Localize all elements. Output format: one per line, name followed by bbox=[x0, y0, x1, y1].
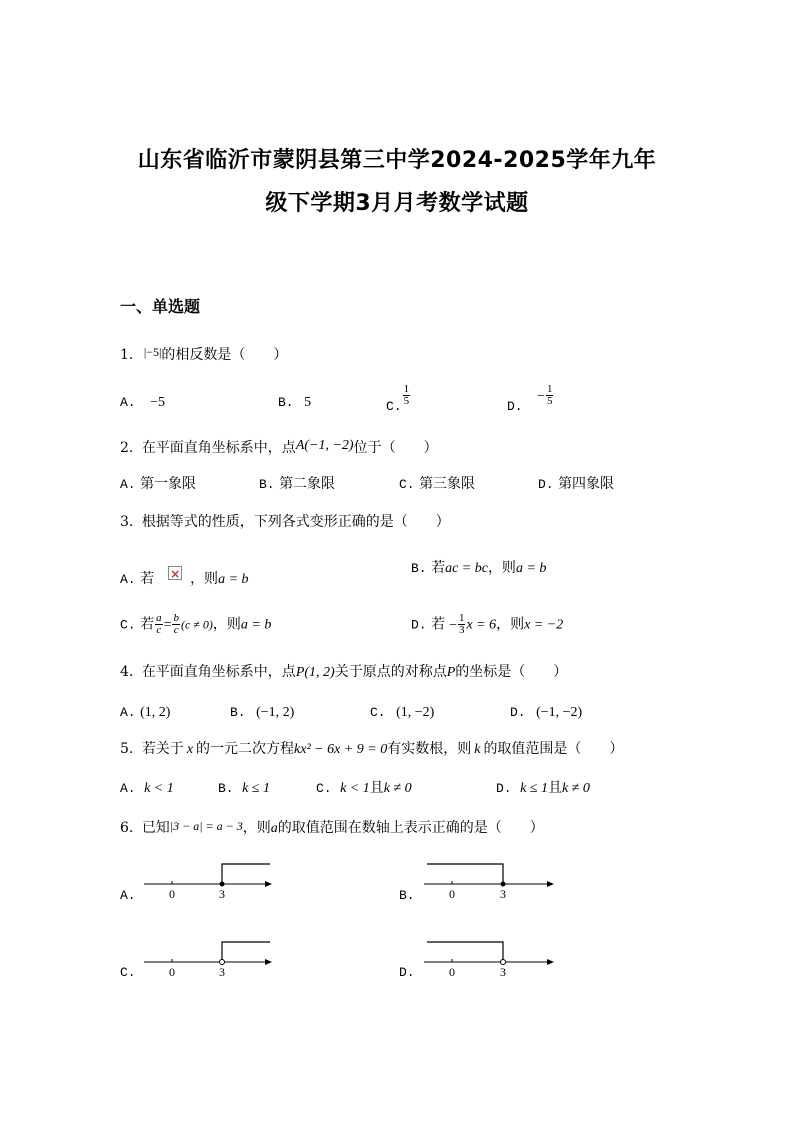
option-d-fraction bbox=[546, 384, 554, 407]
point-p: P(1, 2) bbox=[295, 665, 335, 680]
option-c-label: C. bbox=[370, 705, 386, 720]
question-5 bbox=[120, 739, 623, 760]
question-text-mid: ，则 bbox=[242, 820, 271, 836]
solution-bracket bbox=[222, 864, 270, 884]
page-title-line-1: 山东省临沂市蒙阴县第三中学2024-2025学年九年 bbox=[137, 148, 657, 173]
question-text: 的相反数是（ ） bbox=[161, 347, 288, 363]
option-a-label: A. bbox=[120, 477, 136, 492]
option-d-if: 若 bbox=[431, 616, 446, 633]
question-text-before: 在平面直角坐标系中，点 bbox=[141, 664, 296, 680]
tick-label-3: 3 bbox=[500, 965, 506, 976]
open-endpoint bbox=[220, 960, 225, 965]
minus-sign: − bbox=[537, 388, 545, 404]
option-d-equation: x = 6 bbox=[466, 617, 497, 633]
axis-arrow bbox=[265, 881, 272, 887]
option-a-result: a = b bbox=[218, 572, 249, 587]
option-c-value: (1, −2) bbox=[396, 705, 435, 720]
quadratic-equation: kx² − 6x + 9 = 0 bbox=[294, 742, 388, 757]
question-text-after: 位于（ ） bbox=[353, 440, 438, 456]
option-b-label: B. bbox=[230, 705, 246, 720]
option-d-label: D. bbox=[510, 705, 526, 720]
question-number: 5. bbox=[120, 741, 134, 757]
option-c-label: C. bbox=[386, 398, 402, 414]
question-text: 根据等式的性质，下列各式变形正确的是（ ） bbox=[141, 514, 450, 530]
question-number: 2. bbox=[120, 440, 134, 456]
number-line-b bbox=[422, 858, 562, 898]
option-d-value: k ≤ 1 bbox=[520, 781, 548, 796]
option-b-value: k ≤ 1 bbox=[242, 781, 270, 796]
option-b-value: 第二象限 bbox=[279, 476, 336, 492]
option-a-then: ，则 bbox=[190, 571, 219, 587]
question-number: 6. bbox=[120, 820, 134, 836]
option-c-label: C. bbox=[399, 477, 415, 492]
fraction-b-over-c bbox=[172, 613, 180, 636]
minus-sign: − bbox=[449, 617, 457, 633]
question-3 bbox=[120, 512, 450, 532]
number-line-c bbox=[142, 936, 282, 976]
denominator: c bbox=[173, 624, 179, 636]
option-c-value: 第三象限 bbox=[419, 476, 476, 492]
variable-x: x bbox=[186, 742, 194, 757]
question-text-before: 已知 bbox=[141, 820, 170, 836]
point-a: A(−1, −2) bbox=[295, 438, 354, 453]
question-1 bbox=[120, 342, 287, 365]
abs-expression: |−5| bbox=[143, 345, 162, 359]
question-text-mid: 关于原点的对称点 bbox=[334, 664, 447, 680]
option-d-label: D. bbox=[507, 398, 523, 414]
option-a-label: A. bbox=[120, 888, 136, 903]
question-number: 1. bbox=[120, 347, 134, 363]
tick-label-0: 0 bbox=[169, 965, 175, 976]
option-c-label: C. bbox=[120, 965, 136, 980]
option-a-label: A. bbox=[120, 572, 136, 587]
option-c-label: C. bbox=[120, 617, 136, 633]
question-text-mid: 的一元二次方程 bbox=[196, 741, 295, 757]
option-b-then: ，则 bbox=[487, 560, 516, 576]
option-d-label: D. bbox=[496, 781, 512, 796]
section-heading: 一、单选题 bbox=[120, 297, 201, 316]
option-d-value: (−1, −2) bbox=[536, 705, 583, 720]
option-d-then: ，则 bbox=[496, 616, 525, 633]
option-b-value: (−1, 2) bbox=[256, 705, 295, 720]
option-d-value: 第四象限 bbox=[558, 476, 615, 492]
option-b-result: a = b bbox=[515, 561, 547, 576]
option-b-label: B. bbox=[278, 395, 294, 410]
option-d-value-2: k ≠ 0 bbox=[561, 781, 590, 796]
closed-endpoint bbox=[220, 882, 225, 887]
numerator: 1 bbox=[403, 383, 410, 395]
option-b-condition: ac = bc bbox=[445, 561, 488, 576]
equals-sign: = bbox=[163, 617, 172, 633]
denominator: c bbox=[156, 624, 162, 636]
numerator: b bbox=[173, 612, 179, 624]
point-p-label: P bbox=[446, 665, 456, 680]
question-3-options-cd bbox=[120, 613, 720, 647]
numerator: 1 bbox=[546, 383, 553, 395]
option-c-result: a = b bbox=[240, 617, 272, 633]
option-d-label: D. bbox=[411, 617, 427, 633]
tick-label-3: 3 bbox=[219, 887, 225, 898]
tick-label-0: 0 bbox=[449, 887, 455, 898]
option-a-label: A. bbox=[120, 395, 136, 410]
fraction-one-third bbox=[458, 613, 466, 636]
axis-arrow bbox=[265, 959, 272, 965]
axis-arrow bbox=[547, 959, 554, 965]
question-text-mid2: 有实数根，则 bbox=[387, 741, 472, 757]
option-c-if: 若 bbox=[140, 616, 155, 633]
option-d-label: D. bbox=[538, 477, 554, 492]
variable-k: k bbox=[474, 742, 481, 757]
question-number: 3. bbox=[120, 514, 134, 530]
option-a-value: 第一象限 bbox=[140, 476, 197, 492]
closed-endpoint bbox=[501, 882, 506, 887]
numerator: a bbox=[156, 612, 162, 624]
option-a-value: (1, 2) bbox=[140, 705, 171, 720]
option-d-result: x = −2 bbox=[524, 617, 564, 633]
denominator: 3 bbox=[458, 624, 465, 636]
option-b-value: 5 bbox=[304, 395, 312, 410]
option-a-value: k < 1 bbox=[144, 781, 174, 796]
solution-bracket bbox=[222, 942, 270, 962]
question-text-after: 的坐标是（ ） bbox=[455, 664, 568, 680]
tick-label-0: 0 bbox=[449, 965, 455, 976]
option-c-fraction bbox=[403, 384, 411, 407]
option-a-value: −5 bbox=[150, 395, 165, 410]
open-endpoint bbox=[501, 960, 506, 965]
option-b-label: B. bbox=[411, 561, 427, 576]
question-number: 4. bbox=[120, 664, 134, 680]
question-text-before: 在平面直角坐标系中，点 bbox=[141, 440, 296, 456]
option-c-then: ，则 bbox=[212, 616, 241, 633]
solution-bracket bbox=[427, 864, 503, 884]
fraction-a-over-c bbox=[155, 613, 163, 636]
tick-label-3: 3 bbox=[219, 965, 225, 976]
question-text-before: 若关于 bbox=[141, 741, 184, 757]
variable-a: a bbox=[270, 821, 278, 836]
option-b-label: B. bbox=[259, 477, 275, 492]
option-c-condition: (c ≠ 0) bbox=[180, 617, 213, 632]
option-a-label: A. bbox=[120, 705, 136, 720]
question-3-options-ab bbox=[120, 558, 720, 588]
abs-equation: |3 − a| = a − 3 bbox=[169, 819, 243, 833]
tick-label-3: 3 bbox=[500, 887, 506, 898]
option-b-if: 若 bbox=[431, 560, 446, 576]
number-line-d bbox=[422, 936, 562, 976]
option-c-label: C. bbox=[316, 781, 332, 796]
option-c-value: k < 1 bbox=[340, 781, 370, 796]
denominator: 5 bbox=[546, 395, 553, 407]
option-c-value-2: k ≠ 0 bbox=[383, 781, 412, 796]
option-a-if: 若 bbox=[140, 571, 155, 587]
axis-arrow bbox=[547, 881, 554, 887]
option-b-label: B. bbox=[399, 888, 415, 903]
page-title-line-2: 级下学期3月月考数学试题 bbox=[265, 191, 529, 216]
option-a-label: A. bbox=[120, 781, 136, 796]
broken-image-icon bbox=[168, 566, 182, 580]
option-d-label: D. bbox=[399, 965, 415, 980]
question-2 bbox=[120, 436, 438, 458]
option-d-and: 且 bbox=[547, 780, 562, 796]
option-b-label: B. bbox=[218, 781, 234, 796]
question-6 bbox=[120, 816, 544, 839]
question-text-after: 的取值范围在数轴上表示正确的是（ ） bbox=[277, 820, 544, 836]
numerator: 1 bbox=[458, 612, 465, 624]
question-4 bbox=[120, 662, 567, 683]
number-line-a bbox=[142, 858, 282, 898]
solution-bracket bbox=[427, 942, 503, 962]
tick-label-0: 0 bbox=[169, 887, 175, 898]
option-c-and: 且 bbox=[369, 780, 384, 796]
question-text-after: 的取值范围是（ ） bbox=[483, 741, 624, 757]
denominator: 5 bbox=[403, 395, 410, 407]
